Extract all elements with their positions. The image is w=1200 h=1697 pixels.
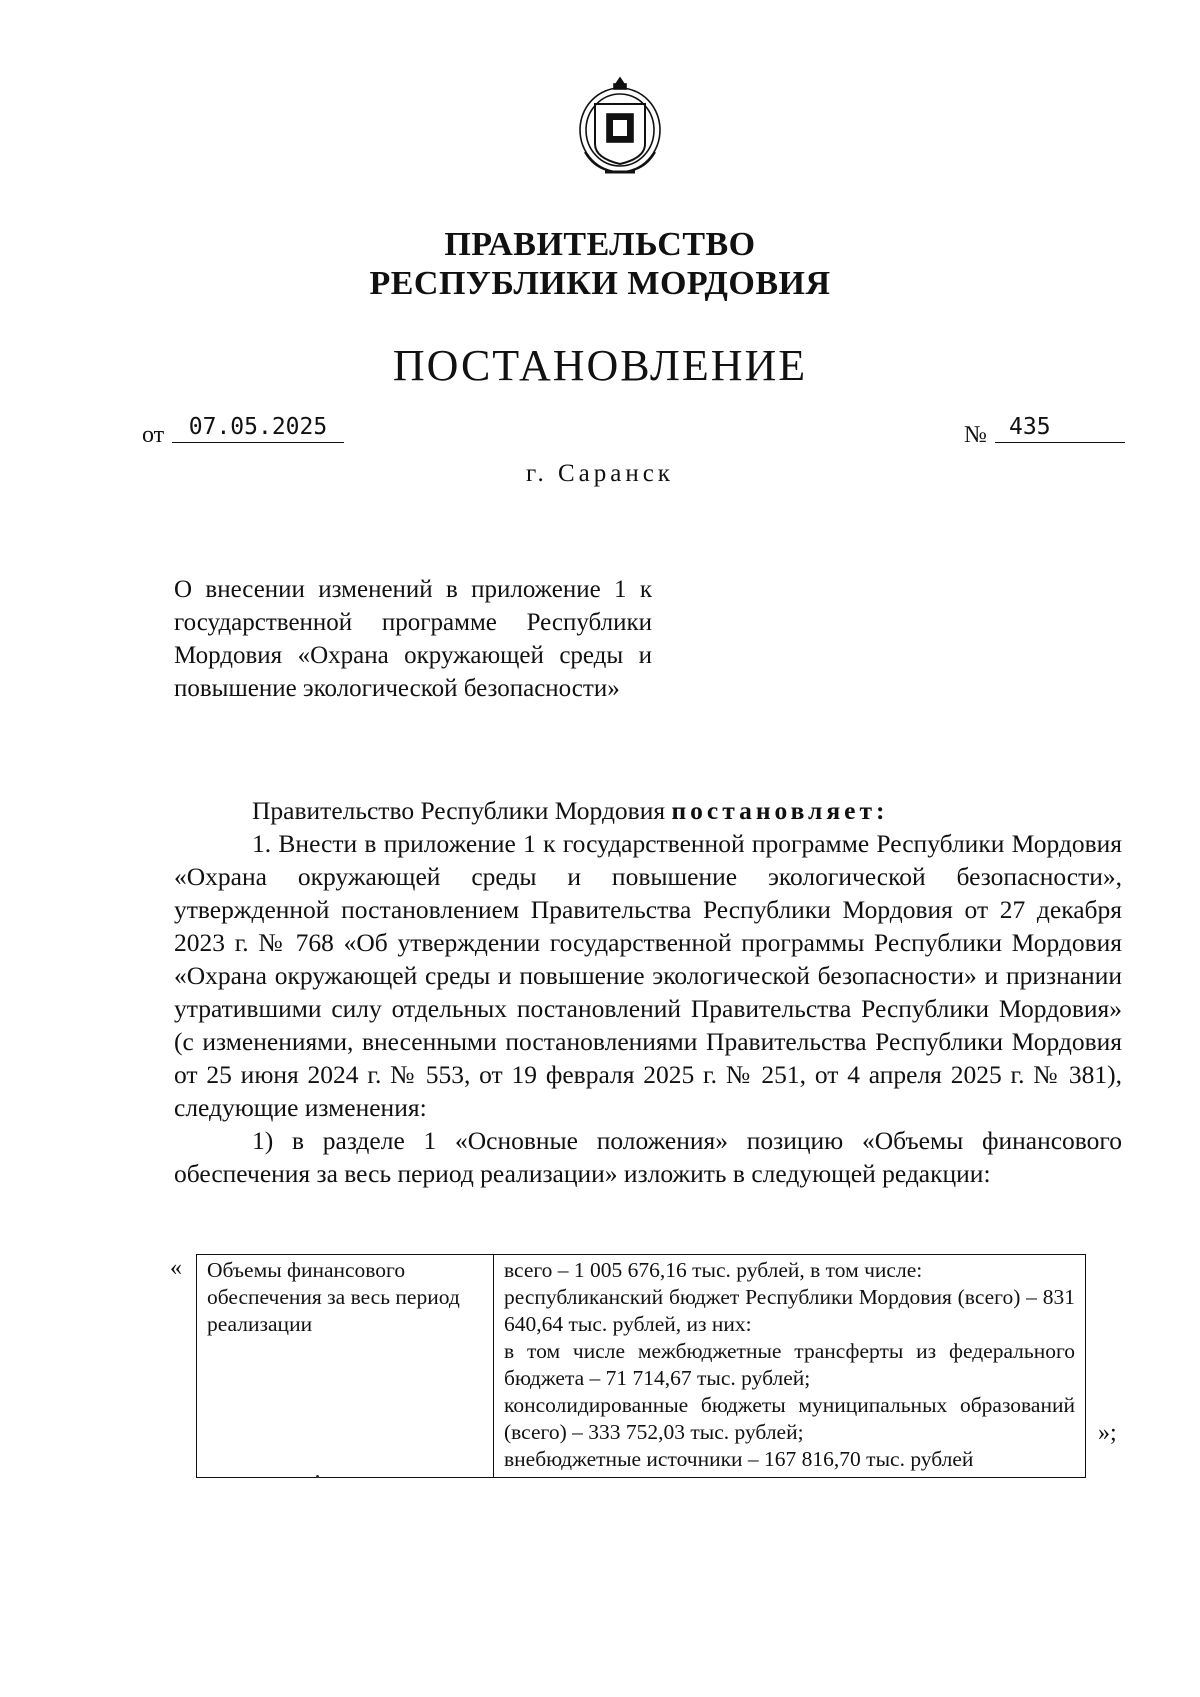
financing-line: внебюджетные источники – 167 816,70 тыс. рублей <box>504 1447 974 1471</box>
scan-speck <box>316 1475 319 1478</box>
subitem-1-paragraph: 1) в разделе 1 «Основные положения» позицию «Объемы финансового обеспечения за весь период реализации» изложить в следующей редакции: <box>174 1126 1122 1188</box>
number-prefix: № <box>964 422 987 448</box>
document-body <box>174 794 1122 1190</box>
document-type-title: ПОСТАНОВЛЕНИЕ <box>392 341 808 390</box>
organization-name-line2: РЕСПУБЛИКИ МОРДОВИЯ <box>369 265 831 302</box>
table-close-quote: »; <box>1098 1420 1117 1446</box>
preamble-paragraph <box>174 794 1122 827</box>
table-row <box>197 1255 1086 1478</box>
document-number: 435 <box>995 414 1125 443</box>
preamble-text: Правительство Республики Мордовия <box>252 796 666 825</box>
financing-table <box>196 1254 1086 1478</box>
financing-line: в том числе межбюджетные трансферты из федерального бюджета – 71 714,67 тыс. рублей; <box>504 1339 1075 1390</box>
financing-values-cell <box>494 1255 1086 1478</box>
date-number-row <box>142 414 1125 454</box>
date-prefix: от <box>142 422 165 448</box>
document-subject: О внесении изменений в приложение 1 к государственной программе Республики Мордовия «Охрана окружающей среды и повышение экологической безопасности» <box>174 576 652 702</box>
city-name: г. Саранск <box>526 460 674 487</box>
coat-of-arms-emblem <box>565 72 675 182</box>
financing-label-cell: Объемы финансового обеспечения за весь период реализации <box>197 1255 494 1478</box>
item-1-paragraph: 1. Внести в приложение 1 к государственной программе Республики Мордовия «Охрана окружающей среды и повышение экологической безопасности», утвержденной постановлением Правительства Республики Мордовия от 27 декабря 2023 г. № 768 «Об утверждении государственной программы Республики Мордовия «Охрана окружающей среды и повышение экологической безопасности» и признании утратившими силу отдельных постановлений Правительства Республики Мордовия» (с изменениями, внесенными постановлениями Правительства Республики Мордовия от 25 июня 2024 г. № 553, от 19 февраля 2025 г. № 251, от 4 апреля 2025 г. № 381), следующие изменения: <box>174 829 1122 1122</box>
financing-line: всего – 1 005 676,16 тыс. рублей, в том числе: <box>504 1258 923 1282</box>
table-open-quote: « <box>170 1255 182 1281</box>
financing-line: республиканский бюджет Республики Мордовия (всего) – 831 640,64 тыс. рублей, из них: <box>504 1285 1075 1336</box>
document-date: 07.05.2025 <box>172 414 344 443</box>
organization-name-line1: ПРАВИТЕЛЬСТВО <box>444 226 756 263</box>
decree-word: постановляет: <box>671 796 889 825</box>
financing-line: консолидированные бюджеты муниципальных образований (всего) – 333 752,03 тыс. рублей; <box>504 1393 1075 1444</box>
